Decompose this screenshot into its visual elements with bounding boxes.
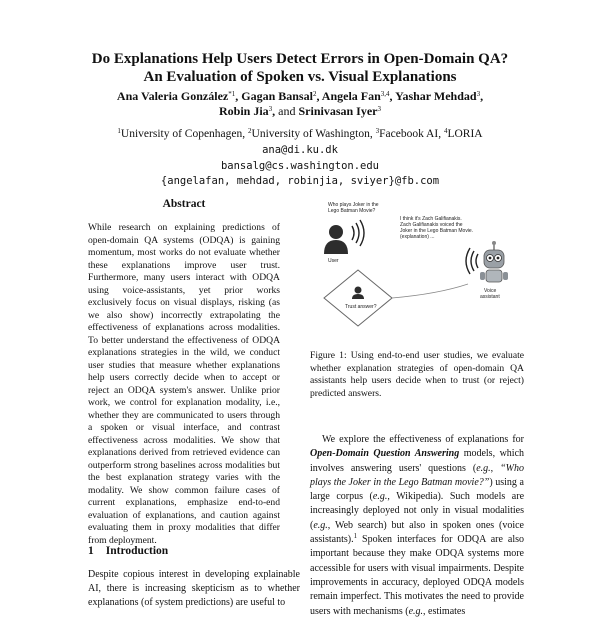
title-line-1: Do Explanations Help Users Detect Errors in Open-Domain QA? [91,51,509,67]
email: ana@di.ku.dk [262,144,338,156]
assistant-answer-line-3: Joker in the Lego Batman Movie. [400,228,474,234]
right-column-text [310,433,524,619]
affiliations: $^1$University of Copenhagen, $^2$University of Washington, $^3$Facebook AI, $^4$LORIA [117,127,483,140]
text-run: , estimates [423,605,466,617]
author-name: Ana Valeria González [116,89,229,103]
user-question-line-2: Lego Batman Movie? [328,208,376,214]
email: {angelafan, mehdad, robinjia, sviyer}@fb.com [160,175,440,187]
emphasis: Open-Domain Question Answering [310,448,460,460]
author-affil-mark: *1 [228,90,236,98]
emphasis: e.g. [408,605,424,617]
assistant-label-line-2: assistant [480,294,500,300]
figure-caption: Figure 1: Using end-to-end user studies, we evaluate whether explanation strategies of open-domain QA assistants help users decide when to trust (or reject) predicted answers. [310,350,524,399]
author-name: Yashar Mehdad [395,89,477,103]
emphasis: e.g. [476,462,491,474]
email: bansalg@cs.washington.edu [220,159,380,172]
section-heading [88,545,168,557]
decision-diamond [324,270,392,326]
text-run: , Wikipedia). Such models are increasingly deployed not only in visual modalities ( [310,491,525,531]
assistant-answer-line-4: (explanation) ... [400,234,435,240]
figure-1-illustration [308,198,524,334]
affil-mark: 3 [375,127,380,135]
text-run: We explore the effectiveness of explanations for [322,434,524,445]
abstract-heading: Abstract [162,198,206,210]
assistant-label-line-1: Voice [484,288,497,294]
figure-1 [308,198,524,334]
author-affil-mark: 3 [377,105,382,113]
author-affil-mark: 3 [268,105,273,113]
affiliation: University of Washington [251,128,370,140]
author-name: Srinivasan Iyer [298,104,378,118]
text-run: models, which involves answering users' questions ( [310,448,525,474]
section-number: 1 [88,545,94,557]
decision-connector [392,284,468,298]
affil-mark: 2 [248,127,252,135]
author-conjunction: and [278,104,296,118]
affiliation: University of Copenhagen [120,128,243,140]
section-title: Introduction [105,545,169,557]
assistant-answer-line-1: I think it's Zach Galifianakis. [400,216,462,222]
text-run: , Web search) but also in spoken ones (voice assistants). [310,519,524,546]
decision-label: Trust answer? [345,304,377,310]
author-affil-mark: 3,4 [380,90,390,98]
emphasis: e.g. [313,519,328,531]
title-line-2: An Evaluation of Spoken vs. Visual Explanations [143,69,457,85]
user-speech-waves-icon [352,220,364,246]
affil-mark: 1 [117,127,121,135]
footnote-mark: 1 [353,532,358,541]
text-run: ) using a large corpus ( [310,476,524,503]
assistant-speech-waves-icon [466,248,478,274]
text-run: Spoken interfaces for ODQA are also important because they make ODQA systems more accessible for users with visual impairments. Despite improvements in accuracy, deployed ODQA models remain imperfect. This motivates the need to provide users with mechanisms ( [310,534,524,617]
author-list: Ana Valeria González$^{*1}$, Gagan Bansal$^2$, Angela Fan$^{3,4}$, Yashar Mehdad$^3$, Robin Jia$^3$, and Srinivasan Iyer$^3$ [116,89,484,118]
emphasis: e.g. [372,491,388,503]
user-question-line-1: Who plays Joker in the [328,202,379,208]
paragraph [310,433,524,619]
affiliation: Facebook AI [379,128,439,140]
affiliation: LORIA [447,128,483,140]
author-name: Gagan Bansal [241,89,313,103]
author-name: Angela Fan [321,89,381,103]
paper-title [0,50,600,86]
user-icon [324,225,348,254]
email-list [0,143,600,190]
voice-assistant-robot-icon [480,241,508,282]
author-affil-mark: 2 [312,90,317,98]
user-label: User [328,258,339,264]
text-run: , [490,462,501,474]
abstract-text: While research on explaining predictions of open-domain QA systems (ODQA) is gaining momentum, most works do not evaluate whether these explanations improve user trust. Furthermore, many users interact with ODQA using voice-assistants, yet prior works exclusively focus on visual displays, risking (as we also show) incorrectly extrapolating the effectiveness of explanations across modalities. To better understand the effectiveness of ODQA explanations strategies in the wild, we conduct user studies that measure whether explanations help users correctly decide when to accept or reject an ODQA system's answer. Unlike prior work, we control for explanation modality, i.e., whether they are communicated to users through a spoken or visual interface, and contrast effectiveness across modalities. We show that explanations derived from retrieved evidence can outperform strong baselines across modalities but the best explanation strategy varies with the modality. We show common failure cases of current explanations, emphasize end-to-end evaluation of explanations, and caution against evaluating them in proxy modalities that differ from deployment. [88,222,280,546]
introduction-text: Despite copious interest in developing explainable AI, there is increasing skepticism as to whether explanations (of system predictions) are useful to [88,569,300,608]
assistant-answer-line-2: Zach Galifianakis voiced the [400,222,463,228]
author-affil-mark: 3 [476,90,481,98]
affil-mark: 4 [443,127,448,135]
emphasis: “Who plays the Joker in the Lego Batman movie?” [310,462,524,488]
author-name: Robin Jia [218,104,269,118]
